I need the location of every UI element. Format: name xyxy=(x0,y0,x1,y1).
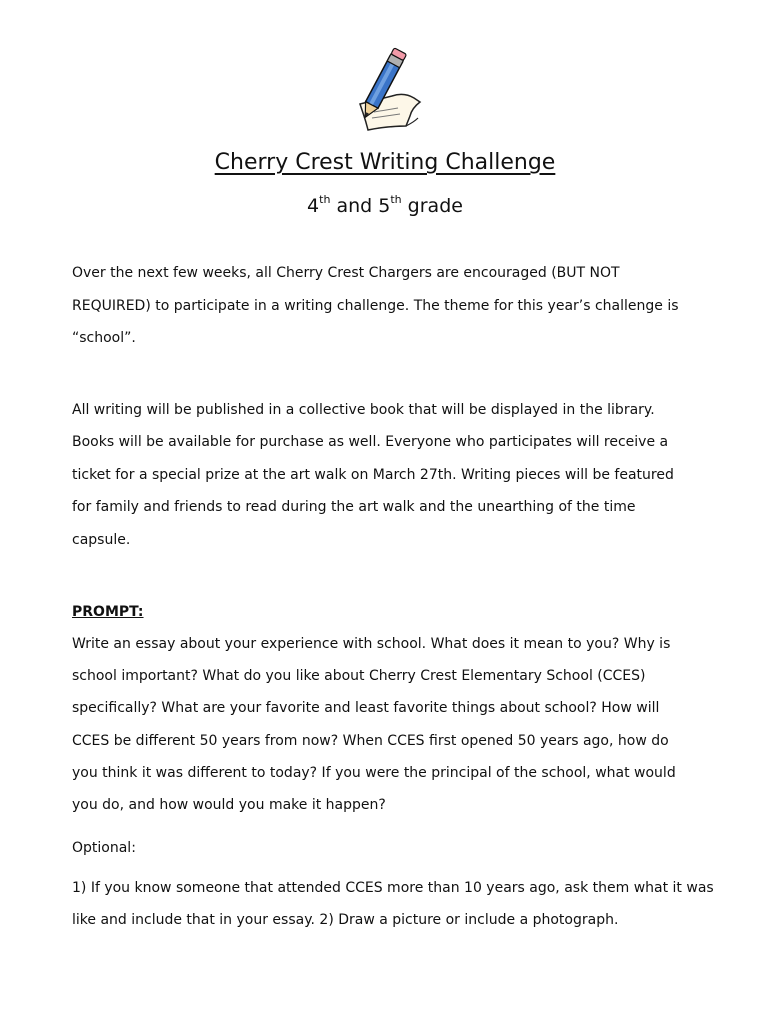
intro-paragraph-line: REQUIRED) to participate in a writing challenge. The theme for this year’s challenge is xyxy=(72,298,679,314)
prompt-line: CCES be different 50 years from now? When CCES first opened 50 years ago, how do xyxy=(72,733,669,749)
prompt-line: school important? What do you like about Cherry Crest Elementary School (CCES) xyxy=(72,668,646,684)
details-paragraph-line: Books will be available for purchase as well. Everyone who participates will receive a xyxy=(72,434,669,450)
details-paragraph-line: ticket for a special prize at the art walk on March 27th. Writing pieces will be featured xyxy=(72,467,674,483)
grade-subtitle: 4th and 5th grade xyxy=(307,193,463,217)
details-paragraph-line: for family and friends to read during the art walk and the unearthing of the time xyxy=(72,499,636,515)
document-title: Cherry Crest Writing Challenge xyxy=(214,150,556,175)
intro-paragraph-line: Over the next few weeks, all Cherry Crest Chargers are encouraged (BUT NOT xyxy=(72,265,620,281)
prompt-line: Write an essay about your experience with school. What does it mean to you? Why is xyxy=(72,636,671,652)
prompt-line: you think it was different to today? If you were the principal of the school, what would xyxy=(72,765,676,781)
details-paragraph-line: capsule. xyxy=(72,532,131,548)
prompt-line: you do, and how would you make it happen? xyxy=(72,797,386,813)
prompt-heading: PROMPT: xyxy=(72,604,144,620)
intro-paragraph-line: “school”. xyxy=(72,330,136,346)
pencil-paper-icon xyxy=(348,42,424,132)
details-paragraph-line: All writing will be published in a collective book that will be displayed in the library. xyxy=(72,402,655,418)
optional-line: 1) If you know someone that attended CCES more than 10 years ago, ask them what it was xyxy=(72,880,714,896)
optional-heading: Optional: xyxy=(72,840,136,856)
prompt-line: specifically? What are your favorite and least favorite things about school? How will xyxy=(72,700,660,716)
optional-line: like and include that in your essay. 2) Draw a picture or include a photograph. xyxy=(72,912,619,928)
